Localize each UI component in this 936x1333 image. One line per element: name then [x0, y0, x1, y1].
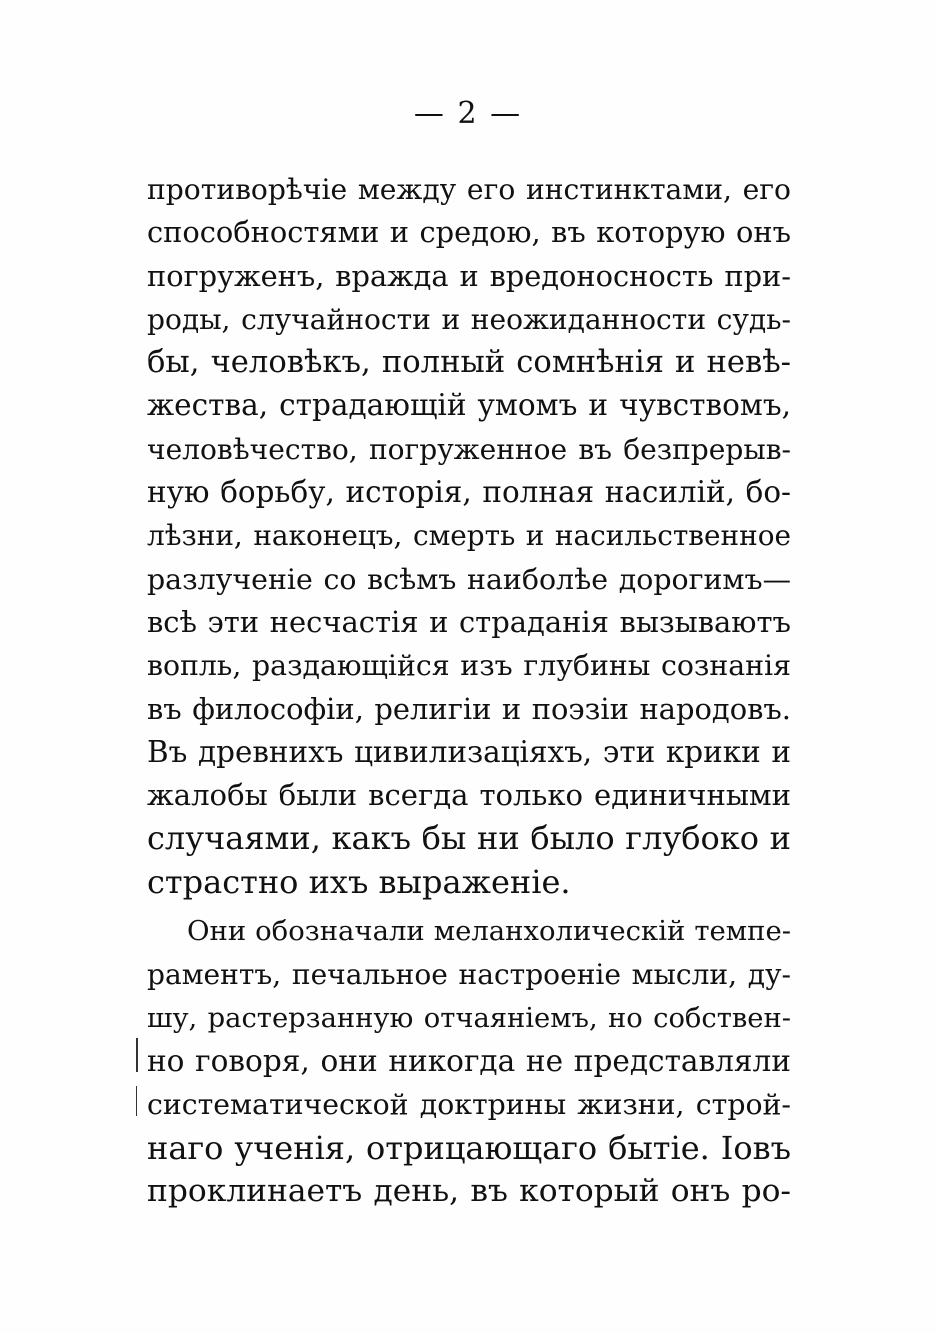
margin-mark — [136, 1038, 138, 1072]
body-text — [147, 168, 791, 1213]
text-line: роды, случайности и неожиданности судь- — [147, 302, 791, 336]
text-line: лѣзни, наконецъ, смерть и насильственное — [147, 519, 791, 553]
text-line: раментъ, печальное настроеніе мысли, ду- — [147, 958, 791, 992]
paragraph-1 — [147, 168, 791, 904]
text-line: человѣчество, погруженное въ безпрерыв- — [147, 432, 791, 466]
paragraph-2 — [147, 910, 791, 1213]
text-line: погруженъ, вражда и вредоносность при- — [147, 258, 791, 293]
text-line: Они обозначали меланхолическій темпе- — [187, 916, 791, 948]
text-line: способностями и средою, въ которую онъ — [147, 215, 791, 250]
text-line: шу, растерзанную отчаяніемъ, но собствен- — [147, 1002, 791, 1034]
page-number: — 2 — — [413, 96, 523, 131]
text-line: но говоря, они никогда не представляли — [147, 1043, 791, 1078]
text-line: ную борьбу, исторія, полная насилій, бо- — [147, 475, 791, 510]
text-line: Въ древнихъ цивилизаціяхъ, эти крики и — [147, 734, 791, 769]
text-line: противорѣчіе между его инстинктами, его — [147, 173, 791, 206]
text-line: проклинаетъ день, въ который онъ ро- — [147, 1172, 791, 1209]
text-line: наго ученія, отрицающаго бытіе. Іовъ — [147, 1128, 791, 1167]
text-line: бы, человѣкъ, полный сомнѣнія и невѣ- — [147, 345, 791, 381]
margin-mark — [136, 1086, 137, 1116]
text-line: страстно ихъ выраженіе. — [147, 862, 571, 901]
text-line: разлученіе со всѣмъ наиболѣе дорогимъ— — [147, 562, 791, 596]
text-line: случаями, какъ бы ни было глубоко и — [147, 819, 791, 858]
text-line: жалобы были всегда только единичными — [147, 778, 791, 813]
text-line: вопль, раздающійся изъ глубины сознанія — [147, 649, 791, 683]
text-line: систематической доктрины жизни, строй- — [147, 1088, 791, 1122]
text-line: въ философіи, религіи и поэзіи народовъ. — [147, 691, 791, 726]
text-line: жества, страдающій умомъ и чувствомъ, — [147, 388, 791, 423]
text-line: всѣ эти несчастія и страданія вызываютъ — [147, 604, 791, 639]
